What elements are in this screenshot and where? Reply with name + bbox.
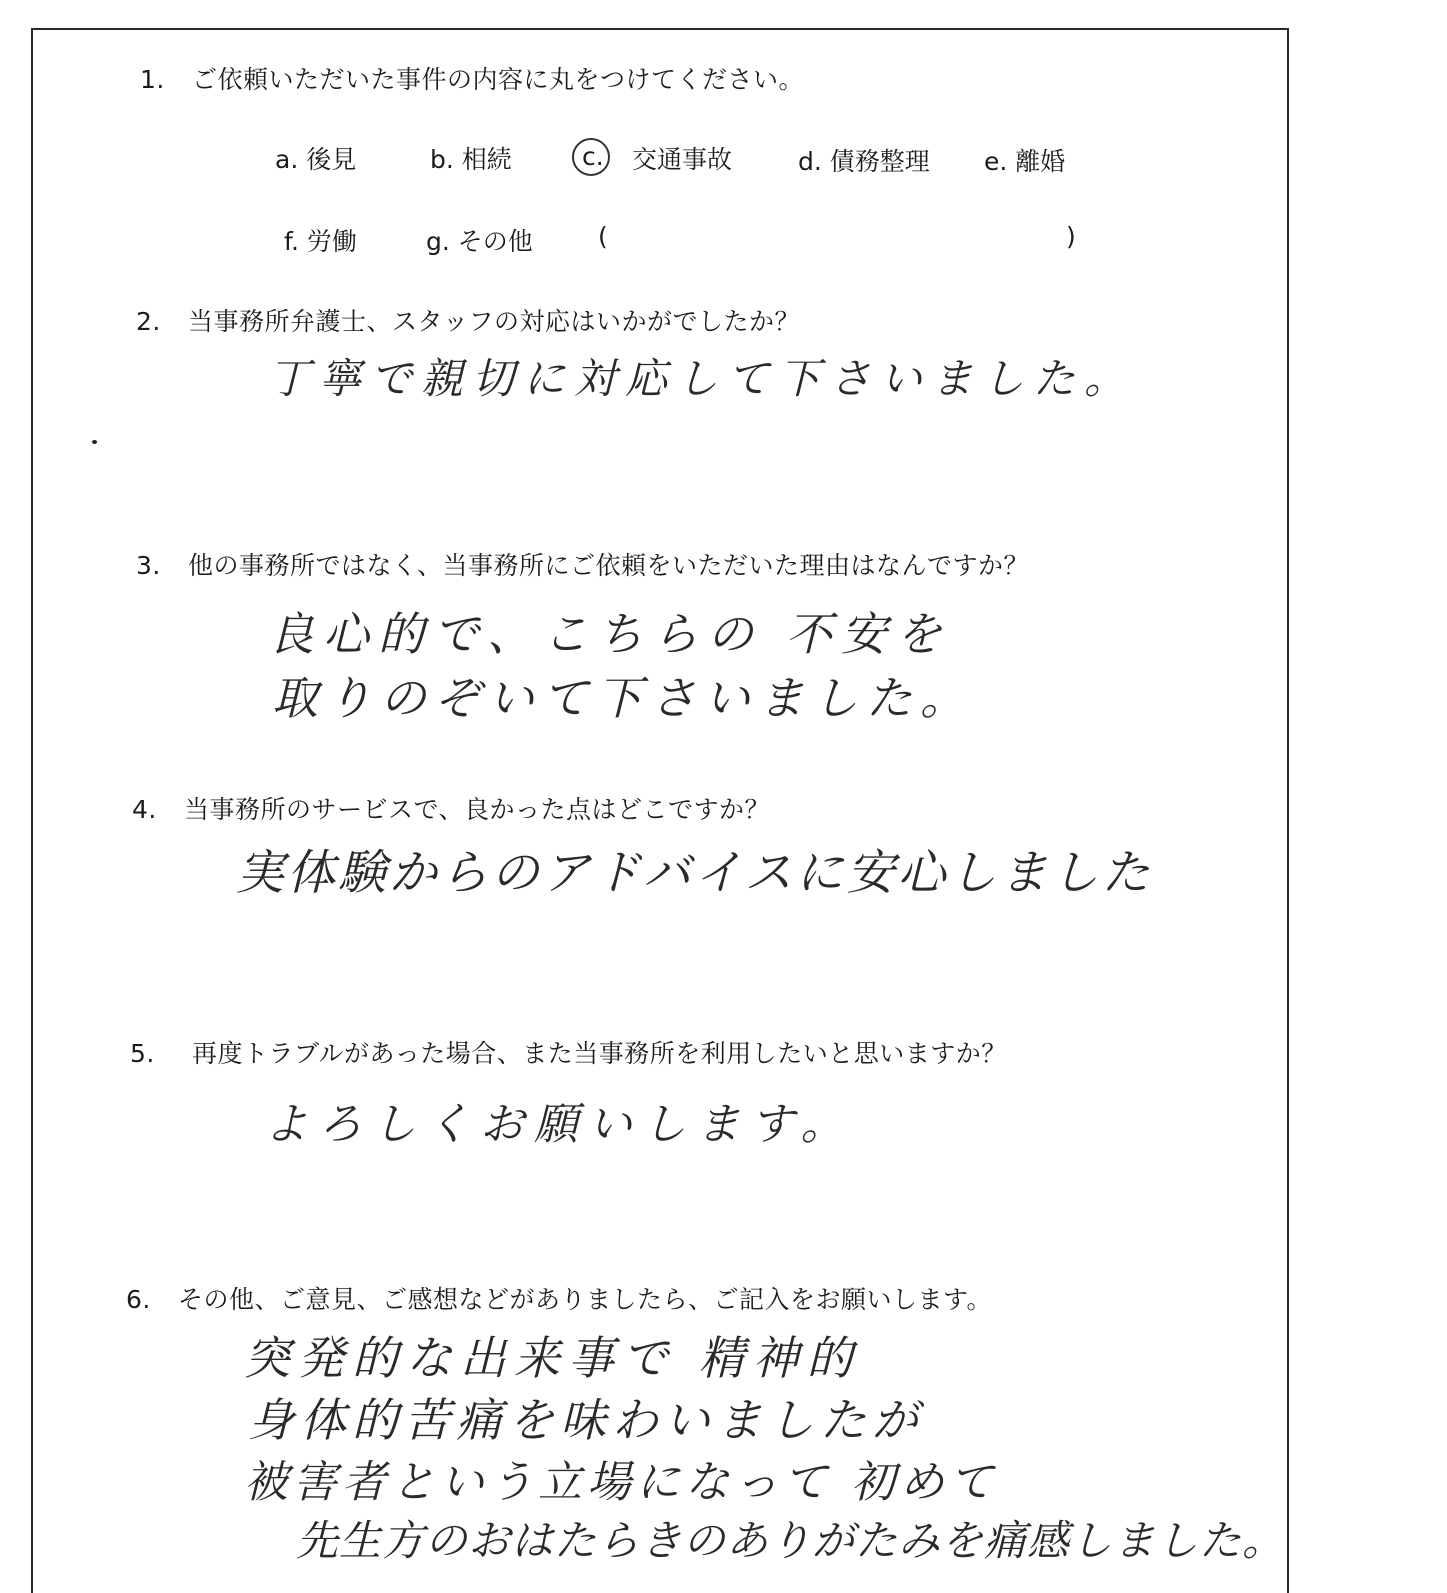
scan-speck	[92, 440, 97, 444]
question-5-text: 再度トラブルがあった場合、また当事務所を利用したいと思いますか？	[192, 1039, 1007, 1068]
option-g[interactable]: g. その他	[426, 227, 533, 256]
question-4-text: 当事務所のサービスで、良かった点はどこですか？	[184, 795, 771, 824]
option-a[interactable]: a. 後見	[275, 145, 357, 174]
other-paren-open: (	[598, 222, 608, 251]
question-2-text: 当事務所弁護士、スタッフの対応はいかがでしたか？	[188, 307, 801, 336]
question-3-text: 他の事務所ではなく、当事務所にご依頼をいただいた理由はなんですか？	[188, 551, 1030, 580]
question-1-text: ご依頼いただいた事件の内容に丸をつけてください。	[192, 65, 805, 94]
option-c-label[interactable]: 交通事故	[632, 145, 733, 174]
answer-3-line-1: 良心的で、こちらの 不安を	[268, 607, 951, 661]
question-6	[126, 1280, 992, 1316]
answer-6-line-3: 被害者という立場になって 初めて	[244, 1457, 998, 1508]
answer-6-line-4: 先生方のおはたらきのありがたみを痛感しました。	[296, 1516, 1286, 1565]
option-c-letter[interactable]: c.	[582, 142, 604, 171]
question-6-text: その他、ご意見、ご感想などがありましたら、ご記入をお願いします。	[178, 1285, 993, 1314]
question-2-number: 2.	[136, 307, 161, 336]
question-2	[136, 302, 800, 338]
answer-5-handwritten: よろしくお願いします。	[264, 1099, 855, 1150]
option-d[interactable]: d. 債務整理	[798, 147, 930, 176]
question-1	[140, 60, 804, 96]
answer-4-handwritten: 実体験からのアドバイスに安心しました	[236, 845, 1153, 901]
question-3-number: 3.	[136, 551, 161, 580]
answer-2-handwritten: 丁寧で親切に対応して下さいました。	[268, 354, 1136, 403]
answer-6-line-1: 突発的な出来事で 精神的	[244, 1331, 861, 1385]
question-1-number: 1.	[140, 65, 165, 94]
question-5-number: 5.	[130, 1039, 155, 1068]
question-5	[130, 1034, 1007, 1070]
question-3	[136, 546, 1029, 582]
answer-6-line-2: 身体的苦痛を味わいましたが	[248, 1393, 924, 1447]
question-4	[132, 790, 770, 826]
other-paren-close: )	[1066, 222, 1076, 251]
answer-3-line-2: 取りのぞいて下さいました。	[272, 671, 974, 725]
option-f[interactable]: f. 労働	[284, 227, 357, 256]
option-b[interactable]: b. 相続	[430, 145, 512, 174]
question-6-number: 6.	[126, 1285, 151, 1314]
option-e[interactable]: e. 離婚	[984, 147, 1066, 176]
question-4-number: 4.	[132, 795, 157, 824]
